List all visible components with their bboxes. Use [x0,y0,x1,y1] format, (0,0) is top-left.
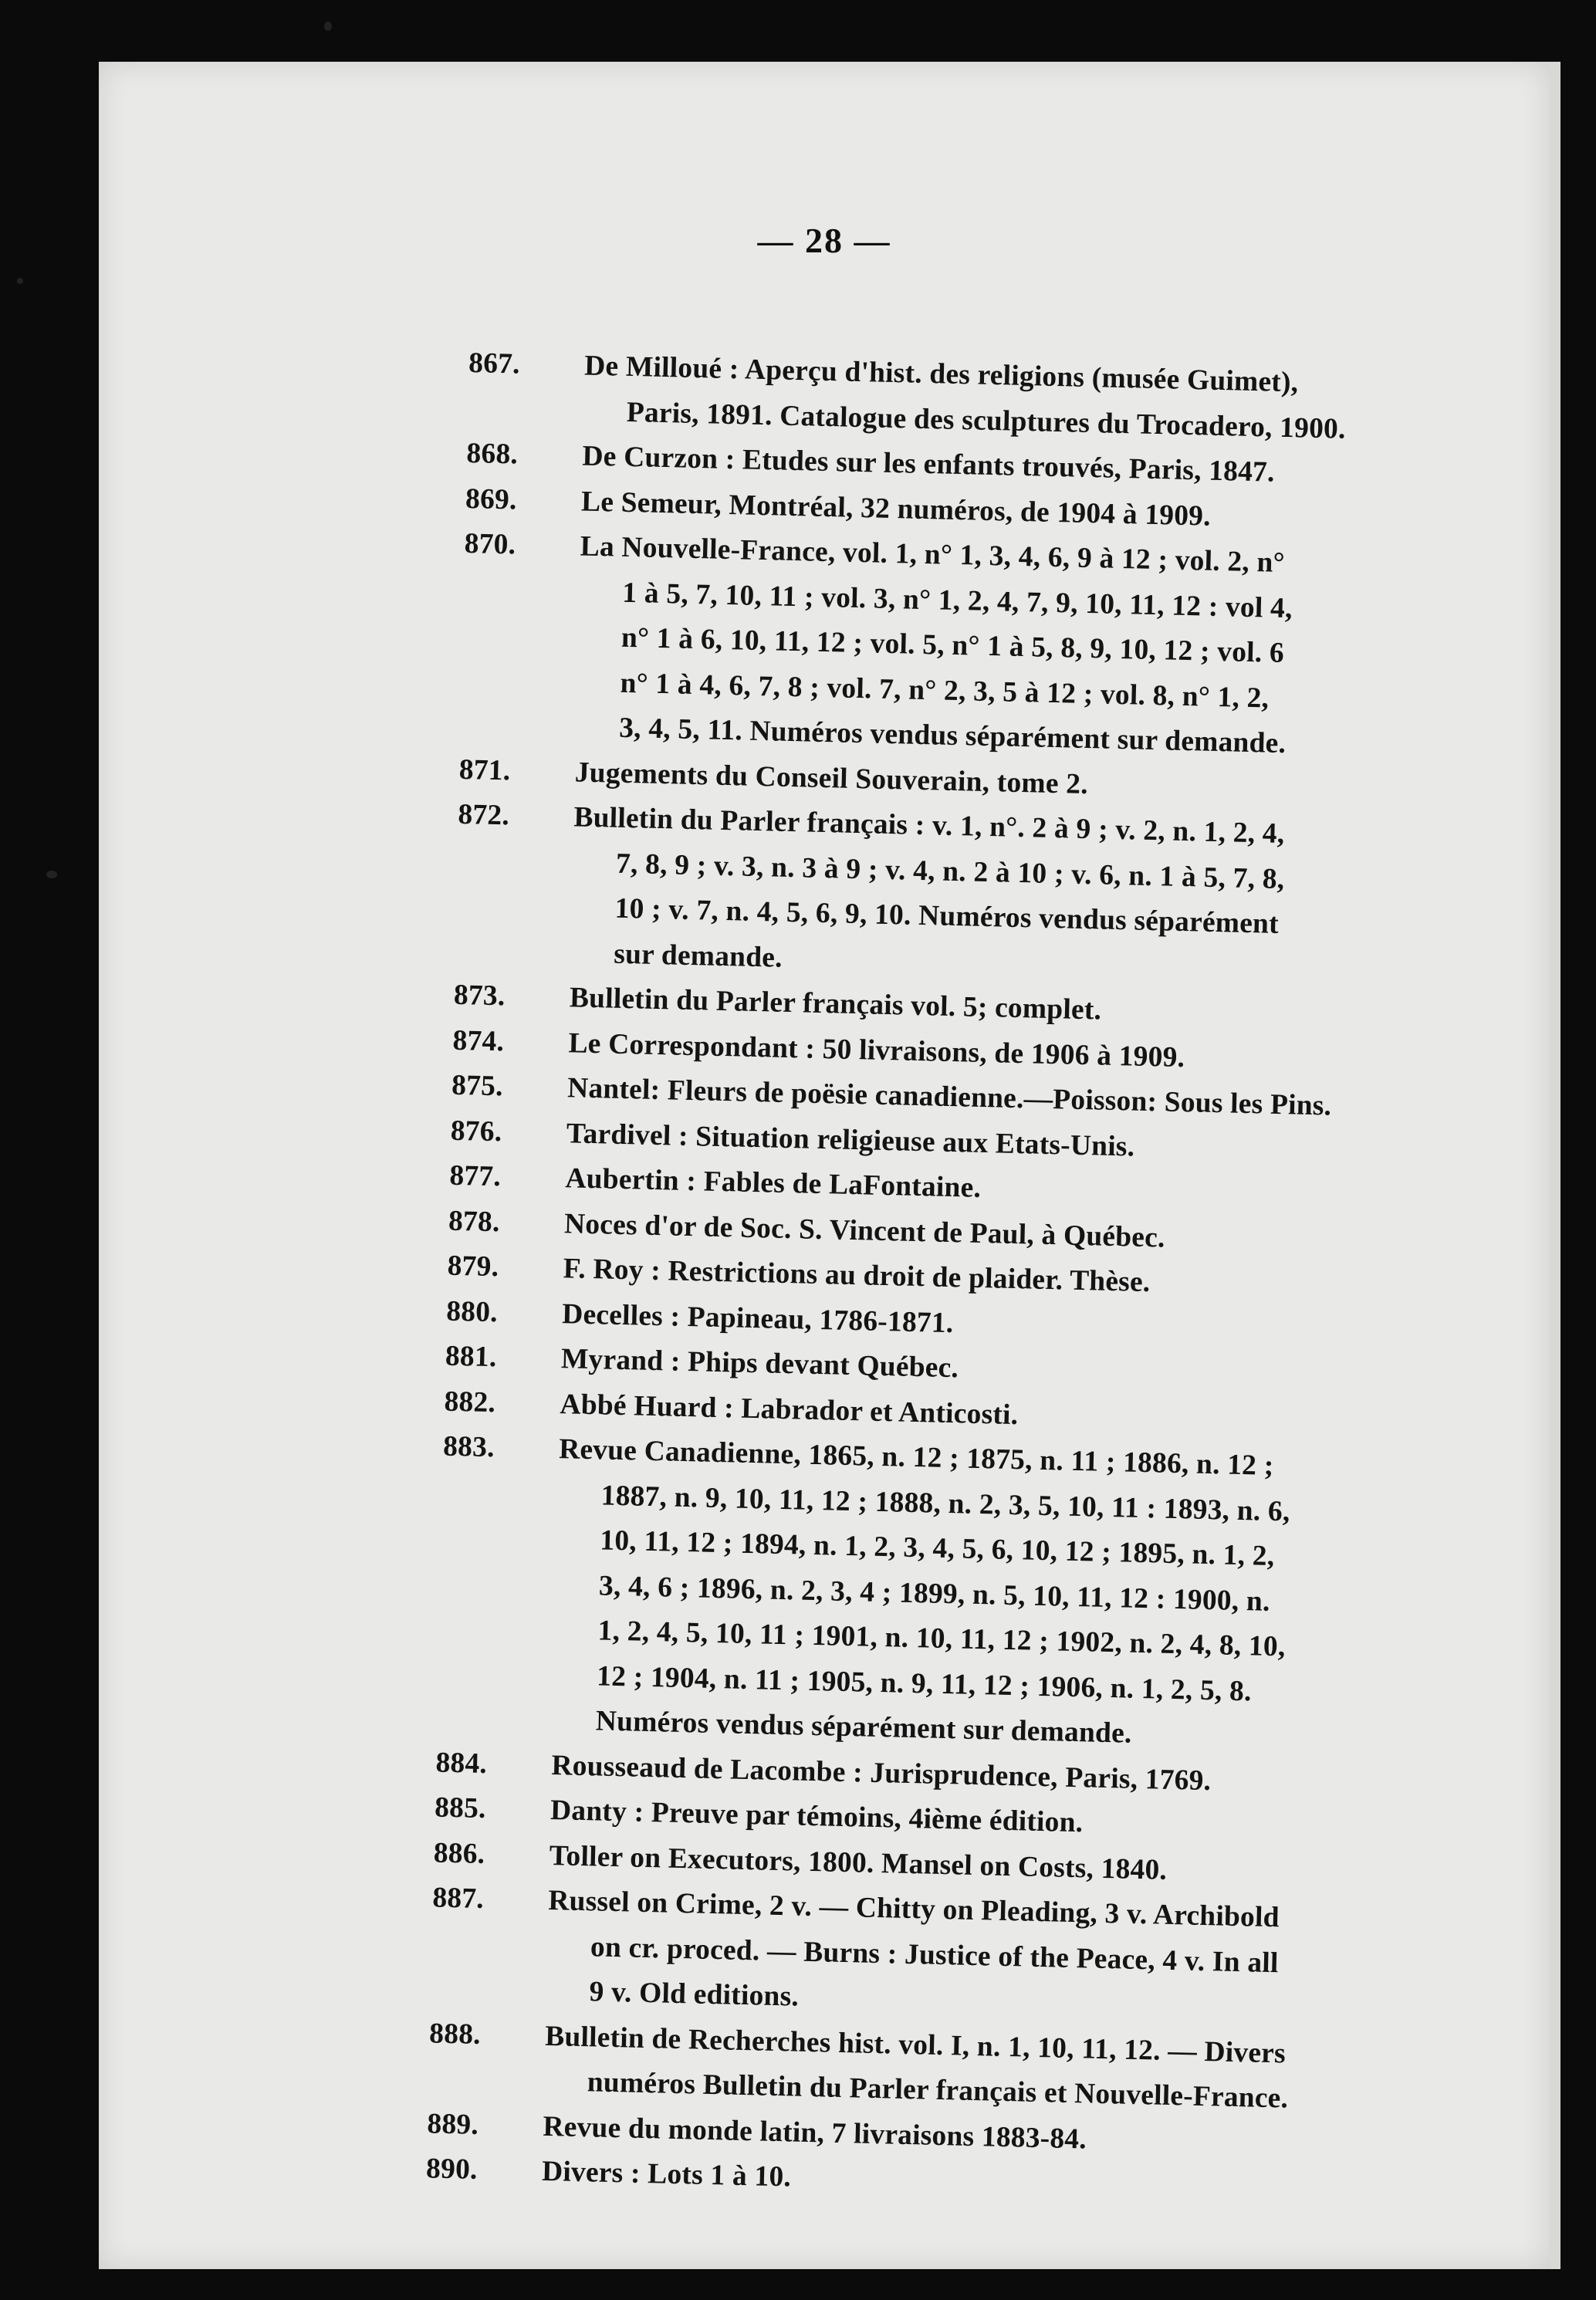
entry-text: Abbé Huard : Labrador et Anticosti. [560,1388,1019,1431]
catalog-list [425,341,1596,2218]
entry-text: Jugements du Conseil Souverain, tome 2. [574,756,1089,800]
catalog-entry [430,1876,1567,2038]
entry-number: 889. [427,2107,479,2141]
entry-text-continuation: Paris, 1891. Catalogue des sculptures du Trocadero, 1900. [626,396,1347,445]
entry-text: Toller on Executors, 1800. Mansel on Costs, 1840. [549,1839,1168,1886]
entry-text: Myrand : Phips devant Québec. [560,1343,959,1385]
entry-text: Nantel: Fleurs de poësie canadienne.—Poisson: Sous les Pins. [566,1072,1332,1122]
entry-number: 874. [452,1024,505,1057]
entry-text-continuation: 12 ; 1904, n. 11 ; 1905, n. 9, 11, 12 ; 1906, n. 1, 2, 5, 8. [596,1659,1253,1707]
entry-text-continuation: 10, 11, 12 ; 1894, n. 1, 2, 3, 4, 5, 6, 10, 12 ; 1895, n. 1, 2, [599,1524,1275,1573]
entry-text-continuation: 3, 4, 5, 11. Numéros vendus séparément sur demande. [618,712,1287,760]
entry-text: De Curzon : Etudes sur les enfants trouvés, Paris, 1847. [582,440,1276,489]
entry-text-continuation: 7, 8, 9 ; v. 3, n. 3 à 9 ; v. 4, n. 2 à 10 ; v. 6, n. 1 à 5, 7, 8, [615,847,1285,895]
entry-text: Le Correspondant : 50 livraisons, de 1906 à 1909. [568,1027,1185,1074]
entry-text-continuation: Numéros vendus séparément sur demande. [595,1705,1132,1750]
entry-number: 869. [465,482,518,516]
entry-text: Rousseaud de Lacombe : Jurisprudence, Paris, 1769. [551,1749,1212,1797]
entry-text: La Nouvelle-France, vol. 1, n° 1, 3, 4, 6, 9 à 12 ; vol. 2, n° [580,530,1286,579]
entry-number: 884. [435,1746,488,1780]
entry-text-continuation: 3, 4, 6 ; 1896, n. 2, 3, 4 ; 1899, n. 5, 10, 11, 12 : 1900, n. [598,1569,1271,1618]
entry-number: 875. [451,1069,504,1103]
entry-text-continuation: n° 1 à 6, 10, 11, 12 ; vol. 5, n° 1 à 5, 8, 9, 10, 12 ; vol. 6 [620,621,1285,669]
entry-number: 881. [445,1340,497,1374]
entry-number: 879. [447,1250,499,1284]
entry-text-continuation: sur demande. [613,938,783,974]
entry-text-continuation: 1887, n. 9, 10, 11, 12 ; 1888, n. 2, 3, 5, 10, 11 : 1893, n. 6, [600,1479,1290,1527]
entry-number: 885. [434,1791,487,1825]
entry-text: Tardivel : Situation religieuse aux Etats-Unis. [566,1117,1135,1163]
scanned-page [99,62,1550,2269]
entry-number: 867. [468,347,521,381]
entry-text-continuation: 1 à 5, 7, 10, 11 ; vol. 3, n° 1, 2, 4, 7, 9, 10, 11, 12 : vol 4, [621,577,1293,624]
scan-speck [324,22,332,31]
entry-text: Decelles : Papineau, 1786-1871. [561,1297,954,1339]
entry-text: Danty : Preuve par témoins, 4ième édition. [549,1794,1084,1839]
entry-number: 870. [464,527,516,561]
entry-number: 890. [425,2153,478,2186]
entry-number: 872. [458,798,510,832]
entry-text: Bulletin du Parler français vol. 5; complet. [569,982,1102,1027]
entry-text: Revue du monde latin, 7 livraisons 1883-84. [543,2110,1087,2155]
entry-text: De Milloué : Aperçu d'hist. des religions (musée Guimet), [583,350,1299,399]
scan-speck [17,278,23,284]
entry-text: Le Semeur, Montréal, 32 numéros, de 1904 à 1909. [580,485,1212,533]
entry-number: 886. [433,1836,485,1870]
catalog-entry [455,793,1593,1000]
entry-text-continuation: on cr. proced. — Burns : Justice of the Peace, 4 v. In all [590,1930,1280,1979]
entry-text: Divers : Lots 1 à 10. [541,2155,792,2193]
entry-text: Revue Canadienne, 1865, n. 12 ; 1875, n. 11 ; 1886, n. 12 ; [558,1433,1274,1482]
catalog-entry [460,522,1596,774]
entry-number: 887. [431,1882,485,1915]
entry-text: Russel on Crime, 2 v. — Chitty on Pleading, 3 v. Archibold [547,1884,1280,1934]
entry-text-continuation: 1, 2, 4, 5, 10, 11 ; 1901, n. 10, 11, 12 ; 1902, n. 2, 4, 8, 10, [597,1615,1286,1663]
entry-number: 882. [444,1385,496,1419]
entry-number: 873. [453,979,506,1013]
catalog-entry [436,1425,1577,1767]
entry-text: Noces d'or de Soc. S. Vincent de Paul, à Québec. [563,1207,1166,1254]
entry-text-continuation: n° 1 à 4, 6, 7, 8 ; vol. 7, n° 2, 3, 5 à 12 ; vol. 8, n° 1, 2, [620,667,1270,715]
entry-number: 877. [449,1159,502,1193]
entry-text-continuation: 10 ; v. 7, n. 4, 5, 6, 9, 10. Numéros vendus séparément [614,892,1280,940]
page-number: — 28 — [757,221,891,260]
entry-number: 876. [450,1114,502,1148]
entry-text-continuation: numéros Bulletin du Parler français et Nouvelle-France. [587,2066,1289,2115]
entry-number: 868. [466,437,519,471]
entry-number: 888. [428,2017,482,2051]
entry-text: Bulletin de Recherches hist. vol. I, n. 1, 10, 11, 12. — Divers [544,2020,1287,2070]
entry-number: 880. [445,1295,499,1328]
entry-number: 878. [448,1205,501,1238]
page-edge [1550,62,1560,2269]
scan-speck [46,871,57,878]
entry-number: 871. [458,753,511,786]
entry-text: Bulletin du Parler français : v. 1, n°. 2 à 9 ; v. 2, n. 1, 2, 4, [573,801,1285,851]
entry-text-continuation: 9 v. Old editions. [589,1976,800,2013]
entry-number: 883. [442,1430,495,1464]
entry-text: Aubertin : Fables de LaFontaine. [564,1162,982,1204]
entry-text: F. Roy : Restrictions au droit de plaider. Thèse. [563,1253,1151,1299]
